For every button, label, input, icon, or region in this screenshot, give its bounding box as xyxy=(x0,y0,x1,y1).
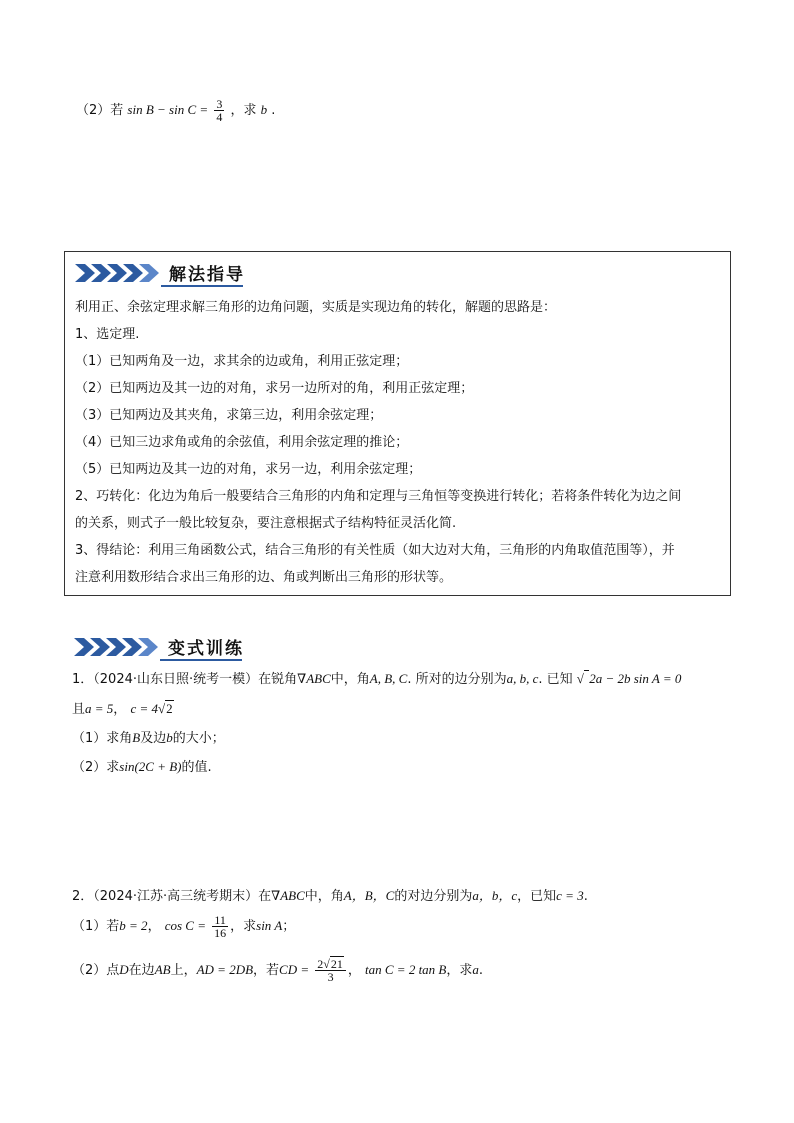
practice-title: 变式训练 xyxy=(168,639,244,659)
method-line: 利用正、余弦定理求解三角形的边角问题，实质是实现边角的转化，解题的思路是： xyxy=(75,300,557,315)
method-line: （4）已知三边求角或角的余弦值，利用余弦定理的推论； xyxy=(75,435,409,450)
method-line: （1）已知两角及一边，求其余的边或角，利用正弦定理； xyxy=(75,354,409,369)
chevron-arrows-icon xyxy=(75,262,159,284)
sqrt-expression: √ xyxy=(577,670,589,686)
problem-1-sub-2: （2）求sin(2C + B)的值. xyxy=(72,759,212,775)
banner-underline xyxy=(160,659,242,661)
chevron-arrows-icon xyxy=(74,636,158,658)
method-line: 3、得结论：利用三角函数公式，结合三角形的有关性质（如大边对大角，三角形的内角取值范围等），并 xyxy=(75,543,675,558)
method-title: 解法指导 xyxy=(169,265,245,285)
fraction: $\frac{2√21}{3}$ xyxy=(315,958,346,983)
practice-banner xyxy=(74,634,244,659)
method-guidance-box xyxy=(64,251,731,596)
method-line: （2）已知两边及其一边的对角，求另一边所对的角，利用正弦定理； xyxy=(75,381,474,396)
banner-underline xyxy=(161,285,243,287)
method-line: （5）已知两边及其一边的对角，求另一边，利用余弦定理； xyxy=(75,462,422,477)
problem-1-sub-1: （1）求角B及边b的大小； xyxy=(72,730,225,746)
problem-1-line-1: 1．（2024·山东日照·统考一模）在锐角∇ABC中，角A, B, C. 所对的边分别为a, b, c. 已知 √ 2a − 2b sin A = 0 xyxy=(72,671,682,687)
method-line: （3）已知两边及其夹角，求第三边，利用余弦定理； xyxy=(75,408,383,423)
method-line: 注意利用数形结合求出三角形的边、角或判断出三角形的形状等。 xyxy=(75,570,453,585)
problem-2-line-1: 2．（2024·江苏·高三统考期末）在∇ABC中，角A，B，C的对边分别为a，b，c，已知c = 3. xyxy=(72,888,588,904)
problem-2-sub-2: （2）点D在边AB上，AD = 2DB，若CD = $\frac{2√21}{3}$ ， tan C = 2 tan B，求a. xyxy=(72,957,484,984)
problem-1-line-2: 且a = 5， c = 4√2 xyxy=(72,701,173,717)
fraction: $\frac{3}{4}$ xyxy=(216,97,223,124)
method-line: 的关系，则式子一般比较复杂，要注意根据式子结构特征灵活化简. xyxy=(75,516,457,531)
fraction: $\frac{11}{16}$ xyxy=(214,913,227,940)
method-banner xyxy=(75,260,245,285)
method-line: 1、选定理. xyxy=(75,327,140,342)
sqrt-expression: √2 xyxy=(158,701,173,716)
problem-2-sub-1: （1）若b = 2， cos C = $\frac{11}{16}$ ，求sin A； xyxy=(72,913,296,940)
method-line: 2、巧转化：化边为角后一般要结合三角形的内角和定理与三角恒等变换进行转化；若将条件转化为边之间 xyxy=(75,489,682,504)
question-2-top: （2）若 sin B − sin C = $\frac{3}{4}$ ，求 b . xyxy=(76,97,276,124)
